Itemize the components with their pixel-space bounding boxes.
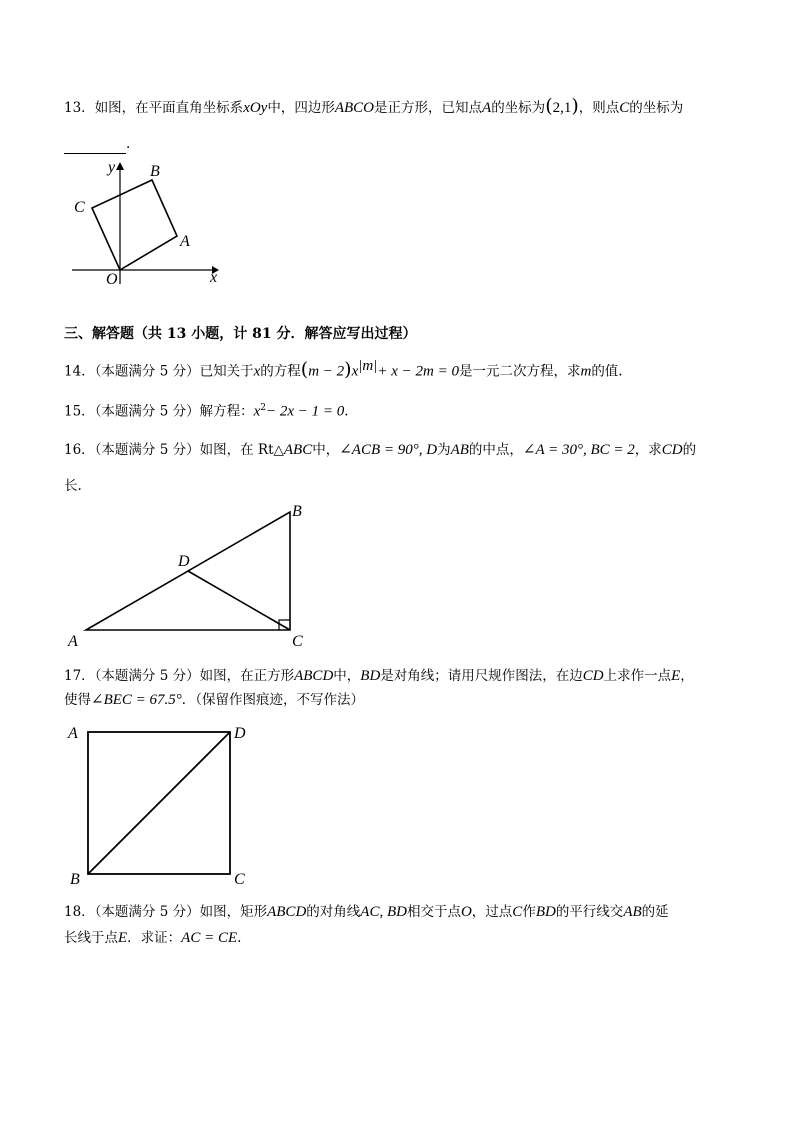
label-C: C [74, 199, 85, 216]
label-B: B [292, 503, 302, 520]
q18-text: 18．（本题满分 5 分）如图，矩形ABCD的对角线AC, BD相交于点O，过点C作BD的平行线交AB的延 [64, 904, 669, 920]
label-O: O [106, 271, 118, 288]
label-C: C [292, 633, 303, 648]
label-A: A [68, 633, 78, 648]
label-A: A [180, 233, 190, 250]
label-B: B [150, 163, 160, 180]
q17-text: 17．（本题满分 5 分）如图，在正方形ABCD中，BD是对角线；请用尺规作图法，在边CD上求作一点E， [64, 668, 694, 684]
q13-text: 13．如图，在平面直角坐标系xOy中，四边形ABCO是正方形，已知点A的坐标为(2,1)，则点C的坐标为 [64, 95, 684, 117]
label-y: y [108, 159, 116, 176]
q17-text-cont: 使得∠BEC = 67.5°．（保留作图痕迹，不写作法） [64, 692, 365, 708]
label-D: D [178, 553, 190, 570]
q16-number: 16． [64, 442, 95, 458]
q13-answer-line: . [64, 134, 130, 154]
q13-number: 13． [64, 100, 95, 116]
q17-number: 17． [64, 668, 95, 684]
q16-text-cont: 长. [64, 478, 82, 494]
square-ABCO [92, 180, 177, 270]
q16-text: 16．（本题满分 5 分）如图，在 Rt△ABC中，∠ACB = 90°, D为AB的中点，∠A = 30°, BC = 2，求CD的 [64, 442, 697, 458]
label-x: x [210, 269, 218, 286]
q15-text: 15．（本题满分 5 分）解方程：$x^2- 2x - 1 = 0$. [64, 403, 349, 420]
q18-number: 18． [64, 904, 95, 920]
q18-text-cont: 长线于点E．求证：AC = CE. [64, 930, 242, 946]
q13-coordinate-figure [62, 158, 222, 288]
y-axis-arrow [116, 162, 124, 170]
label-A: A [68, 725, 78, 742]
label-C: C [234, 871, 245, 886]
label-D: D [234, 725, 246, 742]
q14-text: 14．（本题满分 5 分）已知关于x的方程$(m - 2)x^{|m|}+ x - 2m = 0$是一元二次方程，求m的值. [64, 358, 623, 381]
q14-number: 14． [64, 363, 95, 380]
q16-triangle-figure [60, 500, 320, 648]
diagonal-BD [88, 732, 230, 874]
answer-blank[interactable] [64, 139, 126, 154]
q17-square-figure [64, 718, 264, 886]
segment-CD [188, 571, 290, 630]
label-B: B [70, 871, 80, 886]
q15-number: 15． [64, 403, 95, 420]
section-3-heading: 三、解答题（共 13 小题，计 81 分．解答应写出过程） [64, 326, 417, 342]
